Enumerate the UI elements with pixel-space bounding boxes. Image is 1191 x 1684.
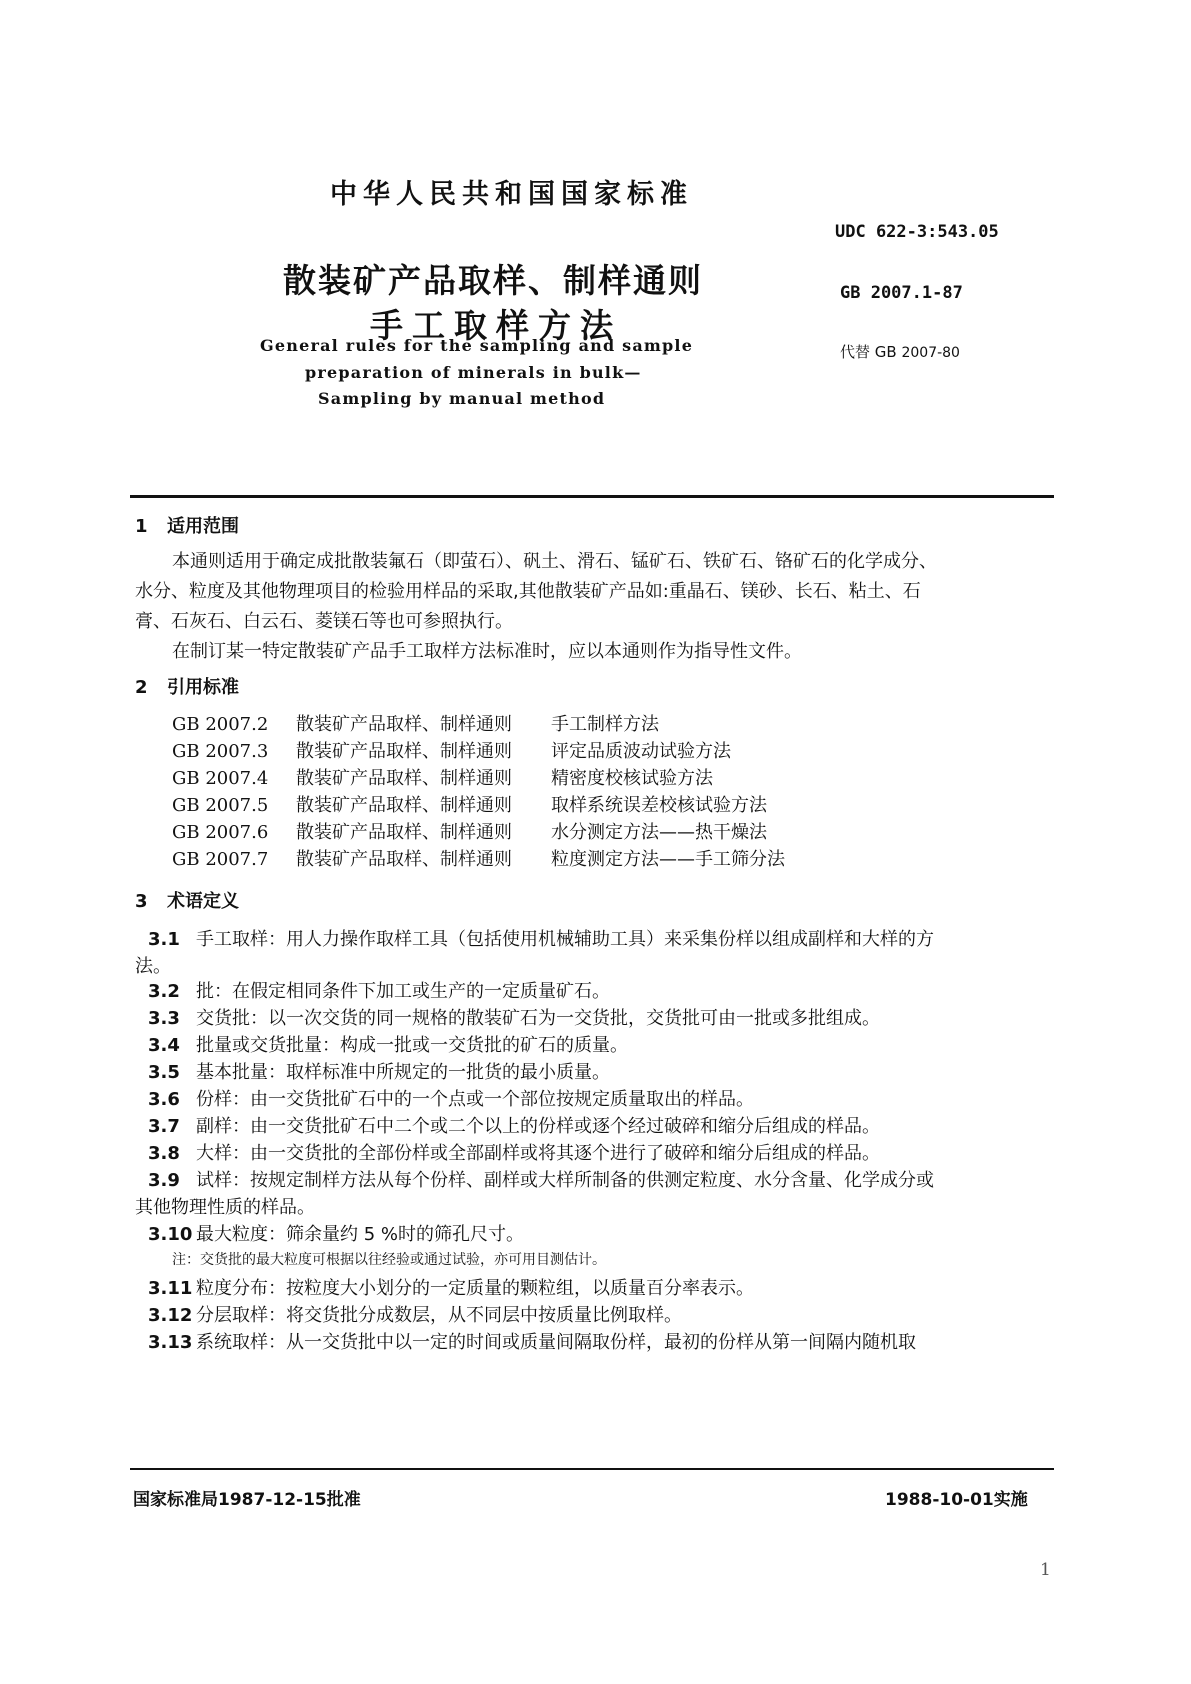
clause-3-1-line1 xyxy=(148,925,934,951)
reference-row xyxy=(172,764,713,790)
reference-method: 评定品质波动试验方法 xyxy=(551,741,731,762)
clause-text: 批量或交货批量：构成一批或一交货批的矿石的质量。 xyxy=(196,1035,628,1056)
section-3-title: 术语定义 xyxy=(167,891,239,912)
footer-divider xyxy=(130,1468,1054,1470)
clause-number: 3.13 xyxy=(148,1332,193,1353)
reference-row xyxy=(172,818,767,844)
section-2-heading xyxy=(135,673,239,699)
clause-text: 份样：由一交货批矿石中的一个点或一个部位按规定质量取出的样品。 xyxy=(196,1089,754,1110)
reference-row xyxy=(172,710,659,736)
section-2-title: 引用标准 xyxy=(167,677,239,698)
clause-text: 手工取样：用人力操作取样工具（包括使用机械辅助工具）来采集份样以组成副样和大样的方 xyxy=(196,929,934,950)
clause-3-9-line1 xyxy=(148,1166,934,1192)
reference-series: 散装矿产品取样、制样通则 xyxy=(296,741,512,762)
reference-series: 散装矿产品取样、制样通则 xyxy=(296,768,512,789)
document-title-line1: 散装矿产品取样、制样通则 xyxy=(283,261,703,300)
clause-number: 3.8 xyxy=(148,1143,180,1164)
section-1-title: 适用范围 xyxy=(167,516,239,537)
header-divider xyxy=(130,495,1054,498)
clause-number: 3.11 xyxy=(148,1278,193,1299)
reference-series: 散装矿产品取样、制样通则 xyxy=(296,822,512,843)
section-3-number: 3 xyxy=(135,891,148,912)
reference-series: 散装矿产品取样、制样通则 xyxy=(296,795,512,816)
clause-3-13 xyxy=(148,1328,916,1354)
clause-number: 3.10 xyxy=(148,1224,193,1245)
reference-series: 散装矿产品取样、制样通则 xyxy=(296,849,512,870)
reference-row xyxy=(172,791,767,817)
clause-number: 3.4 xyxy=(148,1035,180,1056)
reference-code: GB 2007.5 xyxy=(172,795,269,816)
english-title-line1: General rules for the sampling and sample xyxy=(260,336,694,355)
clause-text: 系统取样：从一交货批中以一定的时间或质量间隔取份样，最初的份样从第一间隔内随机取 xyxy=(196,1332,916,1353)
clause-number: 3.1 xyxy=(148,929,180,950)
clause-text: 大样：由一交货批的全部份样或全部副样或将其逐个进行了破碎和缩分后组成的样品。 xyxy=(196,1143,880,1164)
replace-label: 代替 GB xyxy=(840,343,897,361)
clause-3-11 xyxy=(148,1274,754,1300)
section-2-number: 2 xyxy=(135,677,148,698)
reference-series: 散装矿产品取样、制样通则 xyxy=(296,714,512,735)
clause-number: 3.2 xyxy=(148,981,180,1002)
reference-code: GB 2007.3 xyxy=(172,741,269,762)
reference-row xyxy=(172,845,785,871)
reference-code: GB 2007.7 xyxy=(172,849,269,870)
clause-text: 批：在假定相同条件下加工或生产的一定质量矿石。 xyxy=(196,981,610,1002)
effective-date: 1988-10-01实施 xyxy=(885,1490,1028,1510)
reference-method: 精密度校核试验方法 xyxy=(551,768,713,789)
reference-row xyxy=(172,737,731,763)
clause-3-10 xyxy=(148,1220,524,1246)
clause-text: 最大粒度：筛余量约 5 %时的筛孔尺寸。 xyxy=(196,1224,524,1245)
clause-3-12 xyxy=(148,1301,682,1327)
reference-code: GB 2007.6 xyxy=(172,822,269,843)
clause-number: 3.3 xyxy=(148,1008,180,1029)
section-1-number: 1 xyxy=(135,516,148,537)
clause-3-10-note: 注：交货批的最大粒度可根据以往经验或通过试验，亦可用目测估计。 xyxy=(172,1252,606,1268)
reference-method: 粒度测定方法——手工筛分法 xyxy=(551,849,785,870)
clause-number: 3.12 xyxy=(148,1305,193,1326)
clause-number: 3.5 xyxy=(148,1062,180,1083)
udc-code: UDC 622-3:543.05 xyxy=(835,222,999,242)
replaces-standard xyxy=(840,341,960,362)
english-title-line2: preparation of minerals in bulk— xyxy=(305,363,642,382)
clause-text: 分层取样：将交货批分成数层，从不同层中按质量比例取样。 xyxy=(196,1305,682,1326)
page-number: 1 xyxy=(1040,1560,1051,1580)
clause-text: 副样：由一交货批矿石中二个或二个以上的份样或逐个经过破碎和缩分后组成的样品。 xyxy=(196,1116,880,1137)
section-1-heading xyxy=(135,512,239,538)
section-3-heading xyxy=(135,887,239,913)
english-title-line3: Sampling by manual method xyxy=(318,389,606,408)
reference-method: 水分测定方法——热干燥法 xyxy=(551,822,767,843)
section-1-paragraph-1-line2: 水分、粒度及其他物理项目的检验用样品的采取,其他散装矿产品如:重晶石、镁砂、长石、粘土、石 xyxy=(135,581,921,602)
clause-number: 3.6 xyxy=(148,1089,180,1110)
clause-3-4 xyxy=(148,1031,628,1057)
clause-3-7 xyxy=(148,1112,880,1138)
clause-number: 3.7 xyxy=(148,1116,180,1137)
clause-3-5 xyxy=(148,1058,610,1084)
reference-code: GB 2007.2 xyxy=(172,714,269,735)
reference-method: 手工制样方法 xyxy=(551,714,659,735)
clause-3-9-line2: 其他物理性质的样品。 xyxy=(135,1197,315,1218)
clause-text: 试样：按规定制样方法从每个份样、副样或大样所制备的供测定粒度、水分含量、化学成分或 xyxy=(196,1170,934,1191)
reference-method: 取样系统误差校核试验方法 xyxy=(551,795,767,816)
replace-code: 2007-80 xyxy=(901,345,960,361)
clause-text: 粒度分布：按粒度大小划分的一定质量的颗粒组，以质量百分率表示。 xyxy=(196,1278,754,1299)
section-1-paragraph-1-line3: 膏、石灰石、白云石、菱镁石等也可参照执行。 xyxy=(135,611,513,632)
section-1-paragraph-2: 在制订某一特定散装矿产品手工取样方法标准时，应以本通则作为指导性文件。 xyxy=(172,641,802,662)
clause-text: 交货批：以一次交货的同一规格的散装矿石为一交货批，交货批可由一批或多批组成。 xyxy=(196,1008,880,1029)
clause-3-6 xyxy=(148,1085,754,1111)
clause-text: 基本批量：取样标准中所规定的一批货的最小质量。 xyxy=(196,1062,610,1083)
clause-3-1-line2: 法。 xyxy=(135,956,171,977)
clause-3-3 xyxy=(148,1004,880,1030)
gb-standard-number: GB 2007.1-87 xyxy=(840,283,963,303)
clause-3-8 xyxy=(148,1139,880,1165)
document-title-line2: 手工取样方法 xyxy=(370,306,622,345)
clause-number: 3.9 xyxy=(148,1170,180,1191)
clause-3-2 xyxy=(148,977,610,1003)
reference-code: GB 2007.4 xyxy=(172,768,269,789)
approval-date: 国家标准局1987-12-15批准 xyxy=(133,1490,361,1510)
country-standard-heading: 中华人民共和国国家标准 xyxy=(330,179,693,210)
section-1-paragraph-1-line1: 本通则适用于确定成批散装氟石（即萤石）、矾土、滑石、锰矿石、铁矿石、铬矿石的化学成分、 xyxy=(172,551,937,572)
